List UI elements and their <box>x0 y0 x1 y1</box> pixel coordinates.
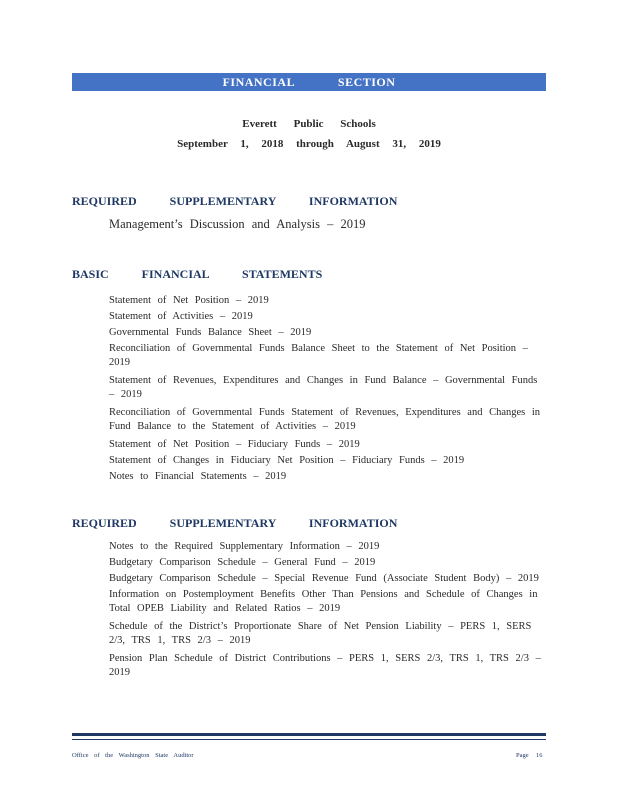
toc-item: Statement of Net Position – 2019 <box>109 295 269 306</box>
toc-item: Notes to the Required Supplementary Information – 2019 <box>109 541 380 552</box>
organization-name: Everett Public Schools <box>242 118 376 130</box>
section-heading-rsi-2: REQUIRED SUPPLEMENTARY INFORMATION <box>72 516 398 530</box>
toc-item: Governmental Funds Balance Sheet – 2019 <box>109 327 312 338</box>
toc-item: Information on Postemployment Benefits Other Than Pensions and Schedule of Changes in Total OPEB Liability and Related Ratios – 2019 <box>109 589 538 614</box>
toc-item: Pension Plan Schedule of District Contributions – PERS 1, SERS 2/3, TRS 1, TRS 2/3 – 2019 <box>109 653 541 678</box>
section-heading-rsi-1: REQUIRED SUPPLEMENTARY INFORMATION <box>72 194 398 208</box>
toc-item: Reconciliation of Governmental Funds Statement of Revenues, Expenditures and Changes in Fund Balance to the Statement of Activities – 2019 <box>109 407 541 432</box>
section-banner: FINANCIAL SECTION <box>72 73 546 91</box>
toc-item: Notes to Financial Statements – 2019 <box>109 471 287 482</box>
toc-item: Schedule of the District’s Proportionate Share of Net Pension Liability – PERS 1, SERS 2/3, TRS 1, TRS 2/3 – 2019 <box>109 621 532 646</box>
toc-item: Statement of Revenues, Expenditures and Changes in Fund Balance – Governmental Funds – 2019 <box>109 375 538 400</box>
section-heading-basic: BASIC FINANCIAL STATEMENTS <box>72 267 323 281</box>
footer-page-label: Page <box>516 752 529 759</box>
toc-item: Management’s Discussion and Analysis – 2019 <box>109 217 366 231</box>
footer-rule-thick <box>72 733 546 736</box>
toc-item: Budgetary Comparison Schedule – General Fund – 2019 <box>109 557 376 568</box>
toc-item: Statement of Activities – 2019 <box>109 311 253 322</box>
toc-item: Reconciliation of Governmental Funds Balance Sheet to the Statement of Net Position – 2019 <box>109 343 528 368</box>
toc-item: Statement of Changes in Fiduciary Net Position – Fiduciary Funds – 2019 <box>109 455 465 466</box>
toc-item: Budgetary Comparison Schedule – Special Revenue Fund (Associate Student Body) – 2019 <box>109 573 539 584</box>
footer-office: Office of the Washington State Auditor <box>72 752 194 759</box>
reporting-period: September 1, 2018 through August 31, 2019 <box>177 138 441 150</box>
footer-page-number: 16 <box>536 752 543 759</box>
footer-rule-thin <box>72 739 546 740</box>
toc-item: Statement of Net Position – Fiduciary Funds – 2019 <box>109 439 360 450</box>
